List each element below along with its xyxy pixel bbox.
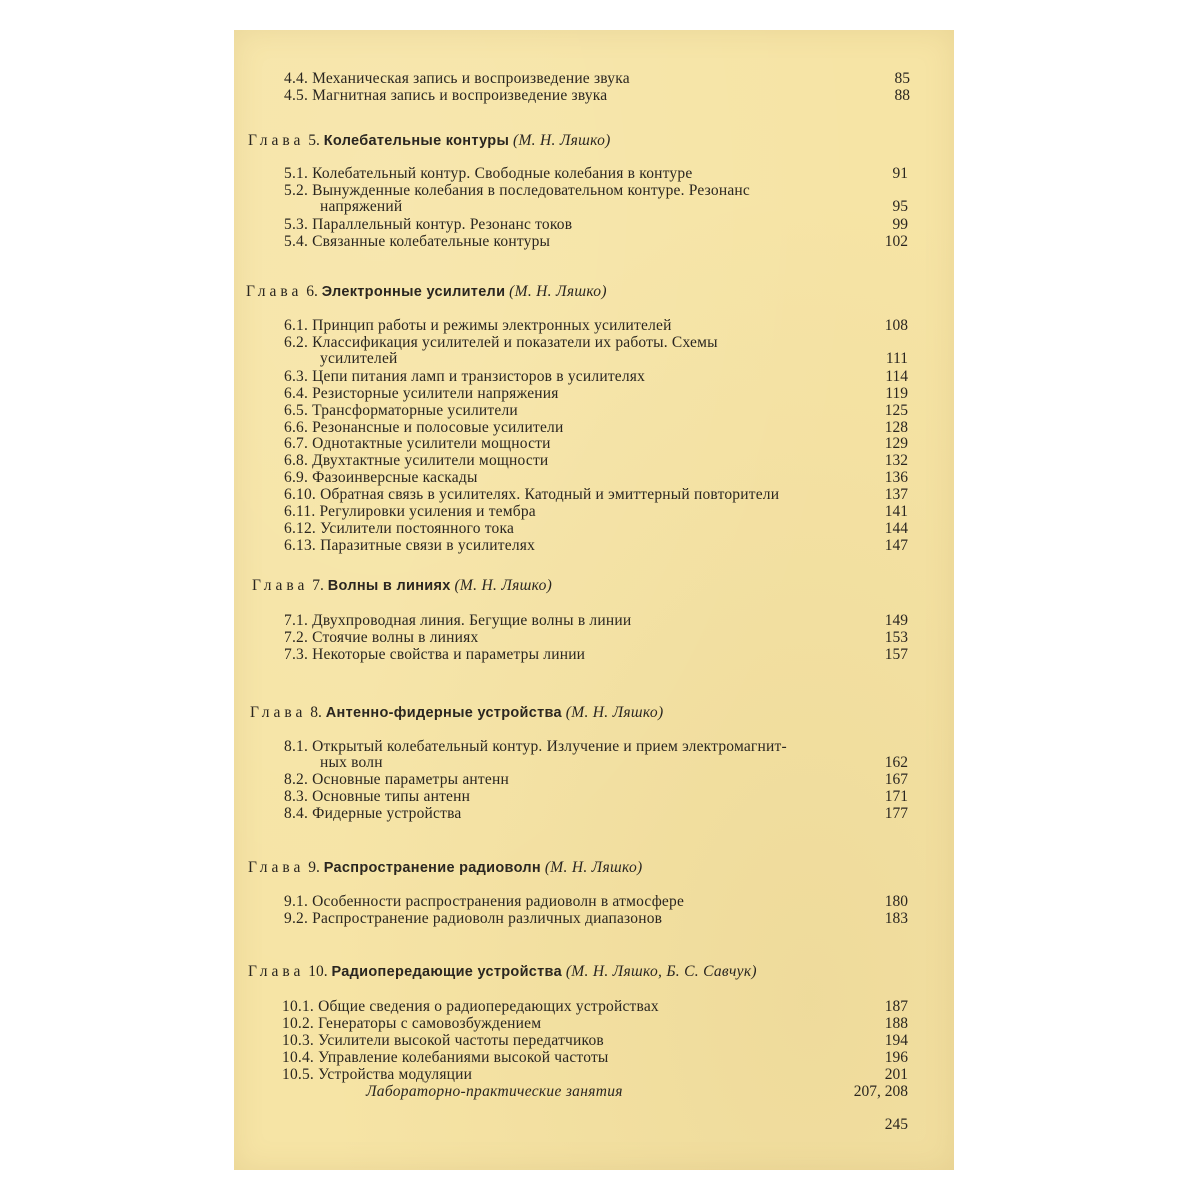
entry-title-continuation: напряжений bbox=[320, 198, 403, 215]
entry-title: Однотактные усилители мощности bbox=[312, 435, 551, 452]
toc-entry-10-1 bbox=[282, 998, 659, 1015]
toc-entry-8-4 bbox=[284, 805, 462, 822]
entry-number: 6.7. bbox=[284, 435, 309, 452]
toc-entry-4-4 bbox=[284, 70, 630, 87]
toc-entry-6-8 bbox=[284, 452, 548, 469]
entry-number: 6.13. bbox=[284, 537, 316, 554]
toc-entry-7-1 bbox=[284, 612, 631, 629]
toc-entry-9-2 bbox=[284, 910, 662, 927]
page-number: 245 bbox=[884, 1116, 908, 1133]
entry-title: Управление колебаниями высокой частоты bbox=[318, 1049, 609, 1066]
entry-title: Генераторы с самовозбуждением bbox=[318, 1015, 542, 1032]
chapter-word: Глава bbox=[246, 283, 303, 300]
entry-number: 6.8. bbox=[284, 452, 309, 469]
entry-number: 6.4. bbox=[284, 385, 309, 402]
entry-number: 10.2. bbox=[282, 1015, 314, 1032]
entry-title: Фазоинверсные каскады bbox=[312, 469, 478, 486]
toc-entry-6-1 bbox=[284, 317, 672, 334]
entry-number: 8.2. bbox=[284, 771, 309, 788]
chapter-heading-9 bbox=[248, 859, 642, 877]
toc-entry-6-5 bbox=[284, 402, 518, 419]
entry-title: Фидерные устройства bbox=[312, 805, 462, 822]
entry-number: 8.4. bbox=[284, 805, 309, 822]
toc-entry-6-3 bbox=[284, 368, 645, 385]
chapter-author: (М. Н. Ляшко) bbox=[509, 283, 607, 300]
entry-number: 9.1. bbox=[284, 893, 309, 910]
chapter-title: Колебательные контуры bbox=[323, 133, 510, 149]
entry-title: Распространение радиоволн различных диапазонов bbox=[312, 910, 663, 927]
entry-title: Усилители постоянного тока bbox=[320, 520, 515, 537]
entry-title: Стоячие волны в линиях bbox=[312, 629, 479, 646]
chapter-heading-10 bbox=[248, 963, 757, 981]
entry-number: 6.1. bbox=[284, 317, 309, 334]
page-ref: 183 bbox=[884, 910, 908, 927]
page-ref: 201 bbox=[884, 1066, 908, 1083]
entry-number: 6.9. bbox=[284, 469, 309, 486]
entry-title: Параллельный контур. Резонанс токов bbox=[312, 216, 573, 233]
toc-entry-8-3 bbox=[284, 788, 470, 805]
entry-number: 6.6. bbox=[284, 419, 309, 436]
toc-entry-6-13 bbox=[284, 537, 535, 554]
chapter-word: Глава bbox=[248, 859, 305, 876]
entry-number: 10.4. bbox=[282, 1049, 314, 1066]
chapter-author: (М. Н. Ляшко, Б. С. Савчук) bbox=[565, 963, 757, 980]
chapter-author: (М. Н. Ляшко) bbox=[565, 704, 664, 721]
page-ref: 147 bbox=[884, 537, 908, 554]
toc-entry-6-2 bbox=[284, 334, 718, 351]
entry-number: 10.3. bbox=[282, 1032, 314, 1049]
page-ref: 137 bbox=[884, 486, 908, 503]
entry-number: 6.12. bbox=[284, 520, 316, 537]
chapter-title: Антенно-фидерные устройства bbox=[325, 705, 562, 721]
entry-number: 6.2. bbox=[284, 334, 309, 351]
chapter-number: 6. bbox=[306, 283, 318, 300]
page-ref: 149 bbox=[884, 612, 908, 629]
toc-entry-6-6 bbox=[284, 419, 563, 436]
entry-title: Классификация усилителей и показатели их работы. Схемы bbox=[312, 334, 718, 351]
chapter-heading-6 bbox=[246, 283, 607, 301]
page-ref: 188 bbox=[884, 1015, 908, 1032]
chapter-number: 9. bbox=[308, 859, 320, 876]
entry-number: 6.3. bbox=[284, 368, 309, 385]
chapter-word: Глава bbox=[250, 704, 307, 721]
entry-title: Магнитная запись и воспроизведение звука bbox=[312, 87, 608, 104]
page-ref: 119 bbox=[885, 385, 908, 402]
entry-number: 5.2. bbox=[284, 182, 309, 199]
toc-entry-5-2 bbox=[284, 182, 750, 199]
chapter-word: Глава bbox=[248, 132, 305, 149]
chapter-heading-5 bbox=[248, 132, 611, 150]
page-ref: 108 bbox=[884, 317, 908, 334]
page-ref: 128 bbox=[884, 419, 908, 436]
toc-entry-8-1 bbox=[284, 738, 787, 755]
entry-title: Вынужденные колебания в последовательном контуре. Резонанс bbox=[312, 182, 750, 199]
page-ref: 102 bbox=[884, 233, 908, 250]
page-ref: 85 bbox=[894, 70, 910, 87]
page-ref: 177 bbox=[884, 805, 908, 822]
entry-title: Трансформаторные усилители bbox=[312, 402, 518, 419]
page-ref: 95 bbox=[892, 198, 908, 215]
entry-title: Устройства модуляции bbox=[318, 1066, 473, 1083]
toc-entry-10-3 bbox=[282, 1032, 604, 1049]
entry-number: 4.5. bbox=[284, 87, 309, 104]
chapter-author: (М. Н. Ляшко) bbox=[513, 132, 611, 149]
entry-title: Принцип работы и режимы электронных усилителей bbox=[312, 317, 672, 334]
toc-entry-8-2 bbox=[284, 771, 509, 788]
entry-number: 5.4. bbox=[284, 233, 309, 250]
chapter-number: 5. bbox=[308, 132, 320, 149]
chapter-word: Глава bbox=[252, 577, 309, 594]
chapter-number: 8. bbox=[310, 704, 322, 721]
chapter-title: Электронные усилители bbox=[321, 284, 506, 300]
entry-number: 6.11. bbox=[284, 503, 316, 520]
chapter-number: 7. bbox=[312, 577, 324, 594]
entry-title: Особенности распространения радиоволн в атмосфере bbox=[312, 893, 685, 910]
toc-entry-7-2 bbox=[284, 629, 478, 646]
toc-entry-9-1 bbox=[284, 893, 684, 910]
toc-entry-6-12 bbox=[284, 520, 514, 537]
page-ref: 180 bbox=[884, 893, 908, 910]
page-ref: 91 bbox=[892, 165, 908, 182]
page-ref: 114 bbox=[885, 368, 908, 385]
entry-title: Некоторые свойства и параметры линии bbox=[312, 646, 586, 663]
entry-title: Двухпроводная линия. Бегущие волны в линии bbox=[312, 612, 632, 629]
entry-title-continuation: усилителей bbox=[320, 350, 398, 367]
entry-number: 9.2. bbox=[284, 910, 309, 927]
page-ref: 194 bbox=[884, 1032, 908, 1049]
entry-title: Регулировки усиления и тембра bbox=[319, 503, 536, 520]
toc-entry-5-3 bbox=[284, 216, 572, 233]
toc-entry-4-5 bbox=[284, 87, 607, 104]
entry-number: 5.1. bbox=[284, 165, 309, 182]
page-ref: 196 bbox=[884, 1049, 908, 1066]
chapter-word: Глава bbox=[248, 963, 305, 980]
book-page bbox=[234, 30, 954, 1170]
entry-title: Колебательный контур. Свободные колебания в контуре bbox=[312, 165, 693, 182]
page-ref: 171 bbox=[884, 788, 908, 805]
page-ref: 125 bbox=[884, 402, 908, 419]
entry-number: 10.1. bbox=[282, 998, 314, 1015]
toc-entry-10-2 bbox=[282, 1015, 541, 1032]
entry-number: 6.10. bbox=[284, 486, 316, 503]
chapter-author: (М. Н. Ляшко) bbox=[454, 577, 553, 594]
chapter-author: (М. Н. Ляшко) bbox=[544, 859, 643, 876]
entry-title: Открытый колебательный контур. Излучение и прием электромагнит- bbox=[312, 738, 787, 755]
entry-title: Усилители высокой частоты передатчиков bbox=[318, 1032, 604, 1049]
entry-title: Резисторные усилители напряжения bbox=[312, 385, 559, 402]
toc-entry-5-4 bbox=[284, 233, 550, 250]
page-ref: 162 bbox=[884, 754, 908, 771]
entry-title: Цепи питания ламп и транзисторов в усилителях bbox=[312, 368, 646, 385]
entry-title: Резонансные и полосовые усилители bbox=[312, 419, 564, 436]
entry-title: Связанные колебательные контуры bbox=[312, 233, 551, 250]
page-ref: 167 bbox=[884, 771, 908, 788]
toc-entry-6-11 bbox=[284, 503, 536, 520]
entry-number: 6.5. bbox=[284, 402, 309, 419]
page-ref: 88 bbox=[894, 87, 910, 104]
entry-number: 5.3. bbox=[284, 216, 309, 233]
page-ref: 99 bbox=[892, 216, 908, 233]
entry-number: 10.5. bbox=[282, 1066, 314, 1083]
entry-title-continuation: ных волн bbox=[320, 754, 383, 771]
entry-title: Механическая запись и воспроизведение звука bbox=[312, 70, 630, 87]
toc-entry-5-1 bbox=[284, 165, 692, 182]
entry-number: 8.3. bbox=[284, 788, 309, 805]
page-ref: 111 bbox=[885, 350, 908, 367]
entry-title: Паразитные связи в усилителях bbox=[320, 537, 536, 554]
chapter-title: Радиопередающие устройства bbox=[331, 964, 562, 980]
chapter-heading-7 bbox=[252, 577, 552, 595]
page-ref: 129 bbox=[884, 435, 908, 452]
page-ref: 187 bbox=[884, 998, 908, 1015]
entry-title: Основные параметры антенн bbox=[312, 771, 509, 788]
entry-title: Обратная связь в усилителях. Катодный и эмиттерный повторители bbox=[320, 486, 780, 503]
page-ref: 132 bbox=[884, 452, 908, 469]
toc-entry-6-7 bbox=[284, 435, 551, 452]
toc-entry-10-4 bbox=[282, 1049, 609, 1066]
chapter-title: Волны в линиях bbox=[327, 578, 451, 594]
chapter-number: 10. bbox=[308, 963, 328, 980]
page-ref: 136 bbox=[884, 469, 908, 486]
entry-title: Общие сведения о радиопередающих устройствах bbox=[318, 998, 659, 1015]
entry-number: 7.2. bbox=[284, 629, 309, 646]
toc-entry-6-9 bbox=[284, 469, 478, 486]
chapter-heading-8 bbox=[250, 704, 663, 722]
page-ref: 207, 208 bbox=[853, 1083, 908, 1100]
toc-entry-7-3 bbox=[284, 646, 585, 663]
entry-number: 8.1. bbox=[284, 738, 309, 755]
entry-title: Основные типы антенн bbox=[312, 788, 471, 805]
entry-number: 4.4. bbox=[284, 70, 309, 87]
toc-entry-6-4 bbox=[284, 385, 559, 402]
entry-title: Двухтактные усилители мощности bbox=[312, 452, 549, 469]
entry-number: 7.3. bbox=[284, 646, 309, 663]
entry-number: 7.1. bbox=[284, 612, 309, 629]
toc-entry-6-10 bbox=[284, 486, 779, 503]
page-ref: 157 bbox=[884, 646, 908, 663]
toc-entry-10-5 bbox=[282, 1066, 472, 1083]
page-ref: 153 bbox=[884, 629, 908, 646]
page-ref: 144 bbox=[884, 520, 908, 537]
lab-sessions-title: Лабораторно-практические занятия bbox=[366, 1083, 623, 1100]
chapter-title: Распространение радиоволн bbox=[323, 860, 541, 876]
page-ref: 141 bbox=[884, 503, 908, 520]
